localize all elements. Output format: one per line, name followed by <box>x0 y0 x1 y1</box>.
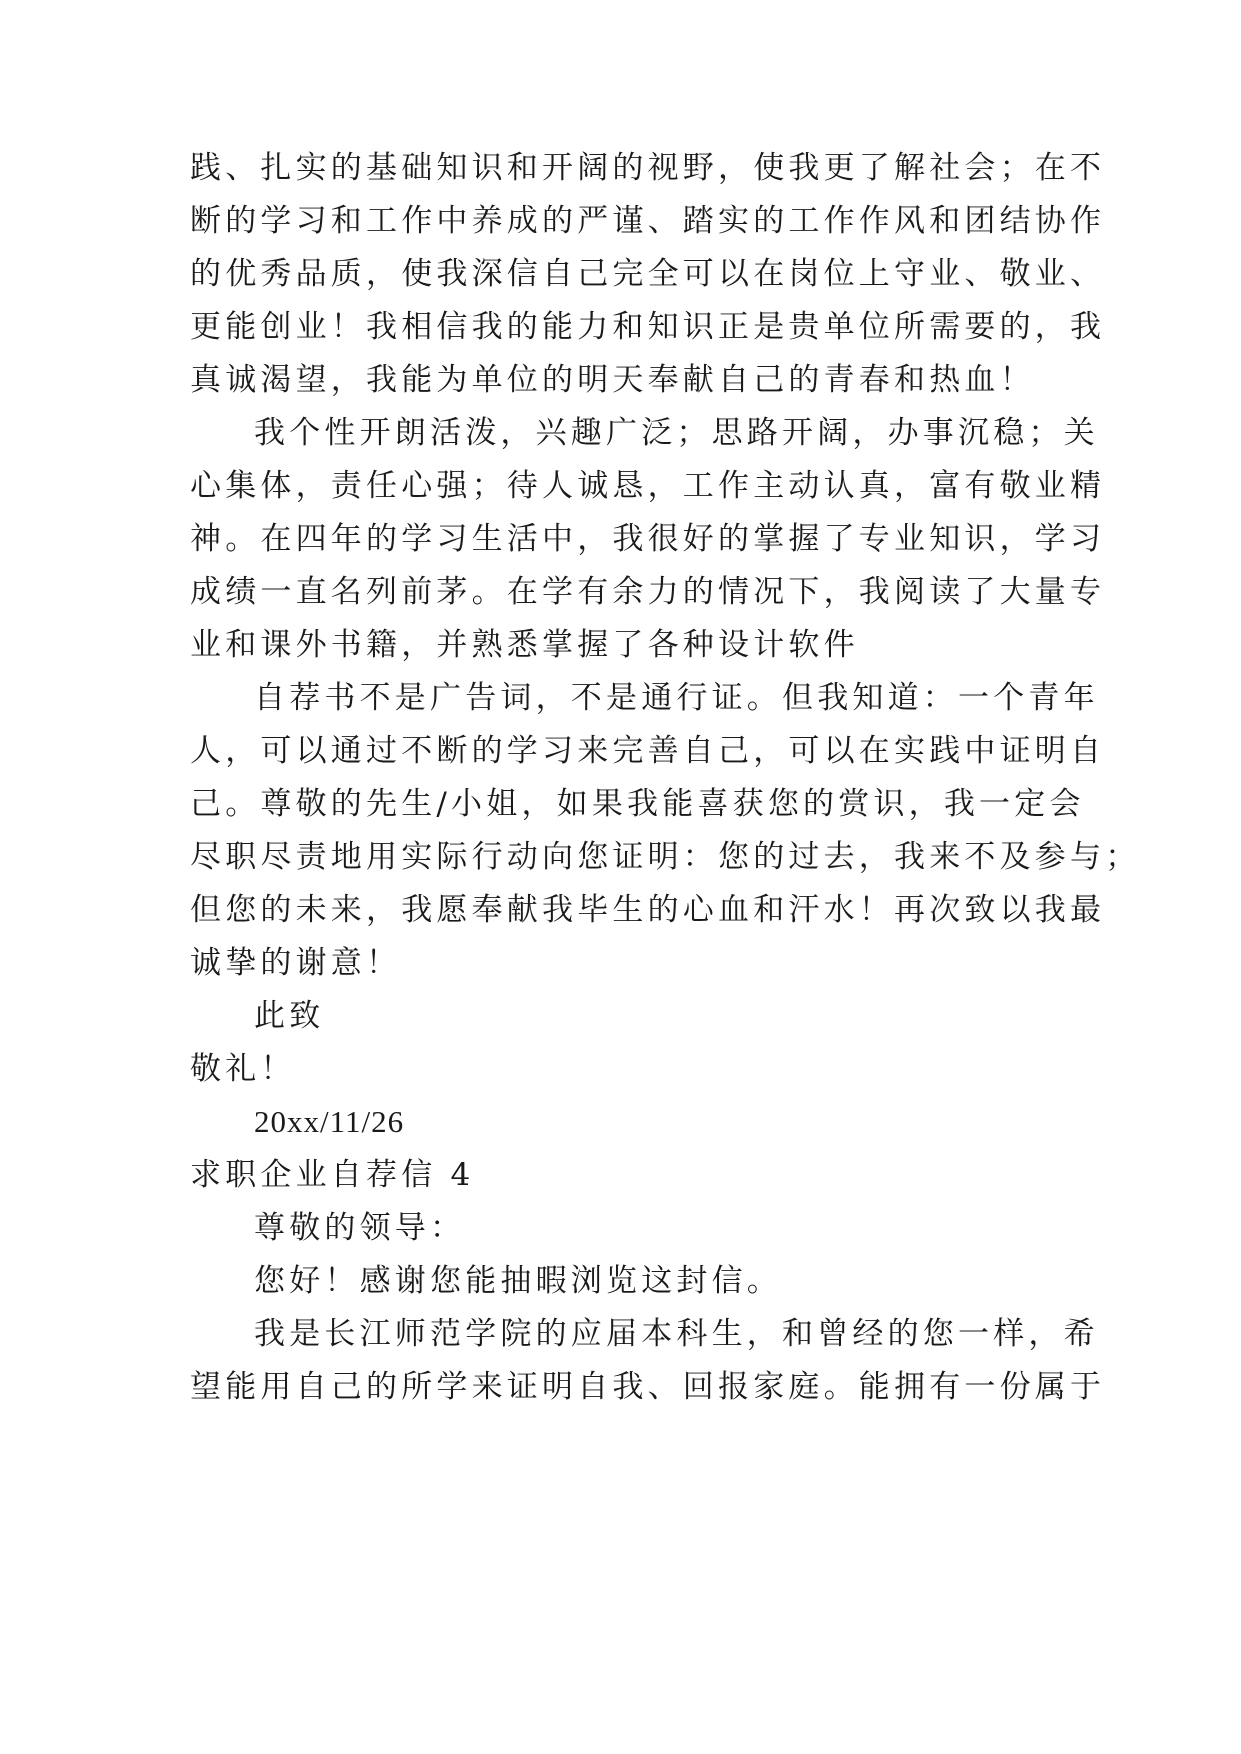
paragraph-first-line: 我个性开朗活泼，兴趣广泛；思路开阔，办事沉稳；关 <box>254 415 1099 451</box>
letter-date: 20xx/11/26 <box>254 1104 405 1139</box>
text-line: 成绩一直名列前茅。在学有余力的情况下，我阅读了大量专 <box>190 574 1106 610</box>
text-line: 己。尊敬的先生/小姐，如果我能喜获您的赏识，我一定会 <box>190 786 1085 822</box>
closing-regards: 敬礼！ <box>190 1051 296 1087</box>
text-line: 人，可以通过不断的学习来完善自己，可以在实践中证明自 <box>190 733 1106 769</box>
section-title: 求职企业自荐信 4 <box>190 1157 475 1193</box>
text-line: 业和课外书籍，并熟悉掌握了各种设计软件 <box>190 627 859 663</box>
text-line: 更能创业！我相信我的能力和知识正是贵单位所需要的，我 <box>190 309 1106 345</box>
greeting: 尊敬的领导： <box>254 1210 466 1246</box>
text-line: 神。在四年的学习生活中，我很好的掌握了专业知识，学习 <box>190 521 1106 557</box>
text-line: 诚挚的谢意！ <box>190 945 402 981</box>
text-line: 断的学习和工作中养成的严谨、踏实的工作作风和团结协作 <box>190 203 1106 239</box>
closing-salutation: 此致 <box>254 998 325 1034</box>
text-line: 的优秀品质，使我深信自己完全可以在岗位上守业、敬业、 <box>190 256 1106 292</box>
paragraph-first-line: 自荐书不是广告词，不是通行证。但我知道：一个青年 <box>254 680 1099 716</box>
text-line: 心集体，责任心强；待人诚恳，工作主动认真，富有敬业精 <box>190 468 1106 504</box>
text-line: 践、扎实的基础知识和开阔的视野，使我更了解社会；在不 <box>190 150 1106 186</box>
text-line: 望能用自己的所学来证明自我、回报家庭。能拥有一份属于 <box>190 1369 1106 1405</box>
text-line: 但您的未来，我愿奉献我毕生的心血和汗水！再次致以我最 <box>190 892 1106 928</box>
opening-line: 您好！感谢您能抽暇浏览这封信。 <box>254 1263 782 1299</box>
text-line: 真诚渴望，我能为单位的明天奉献自己的青春和热血！ <box>190 362 1035 398</box>
text-line: 尽职尽责地用实际行动向您证明：您的过去，我来不及参与； <box>190 839 1141 875</box>
paragraph-first-line: 我是长江师范学院的应届本科生，和曾经的您一样，希 <box>254 1316 1099 1352</box>
